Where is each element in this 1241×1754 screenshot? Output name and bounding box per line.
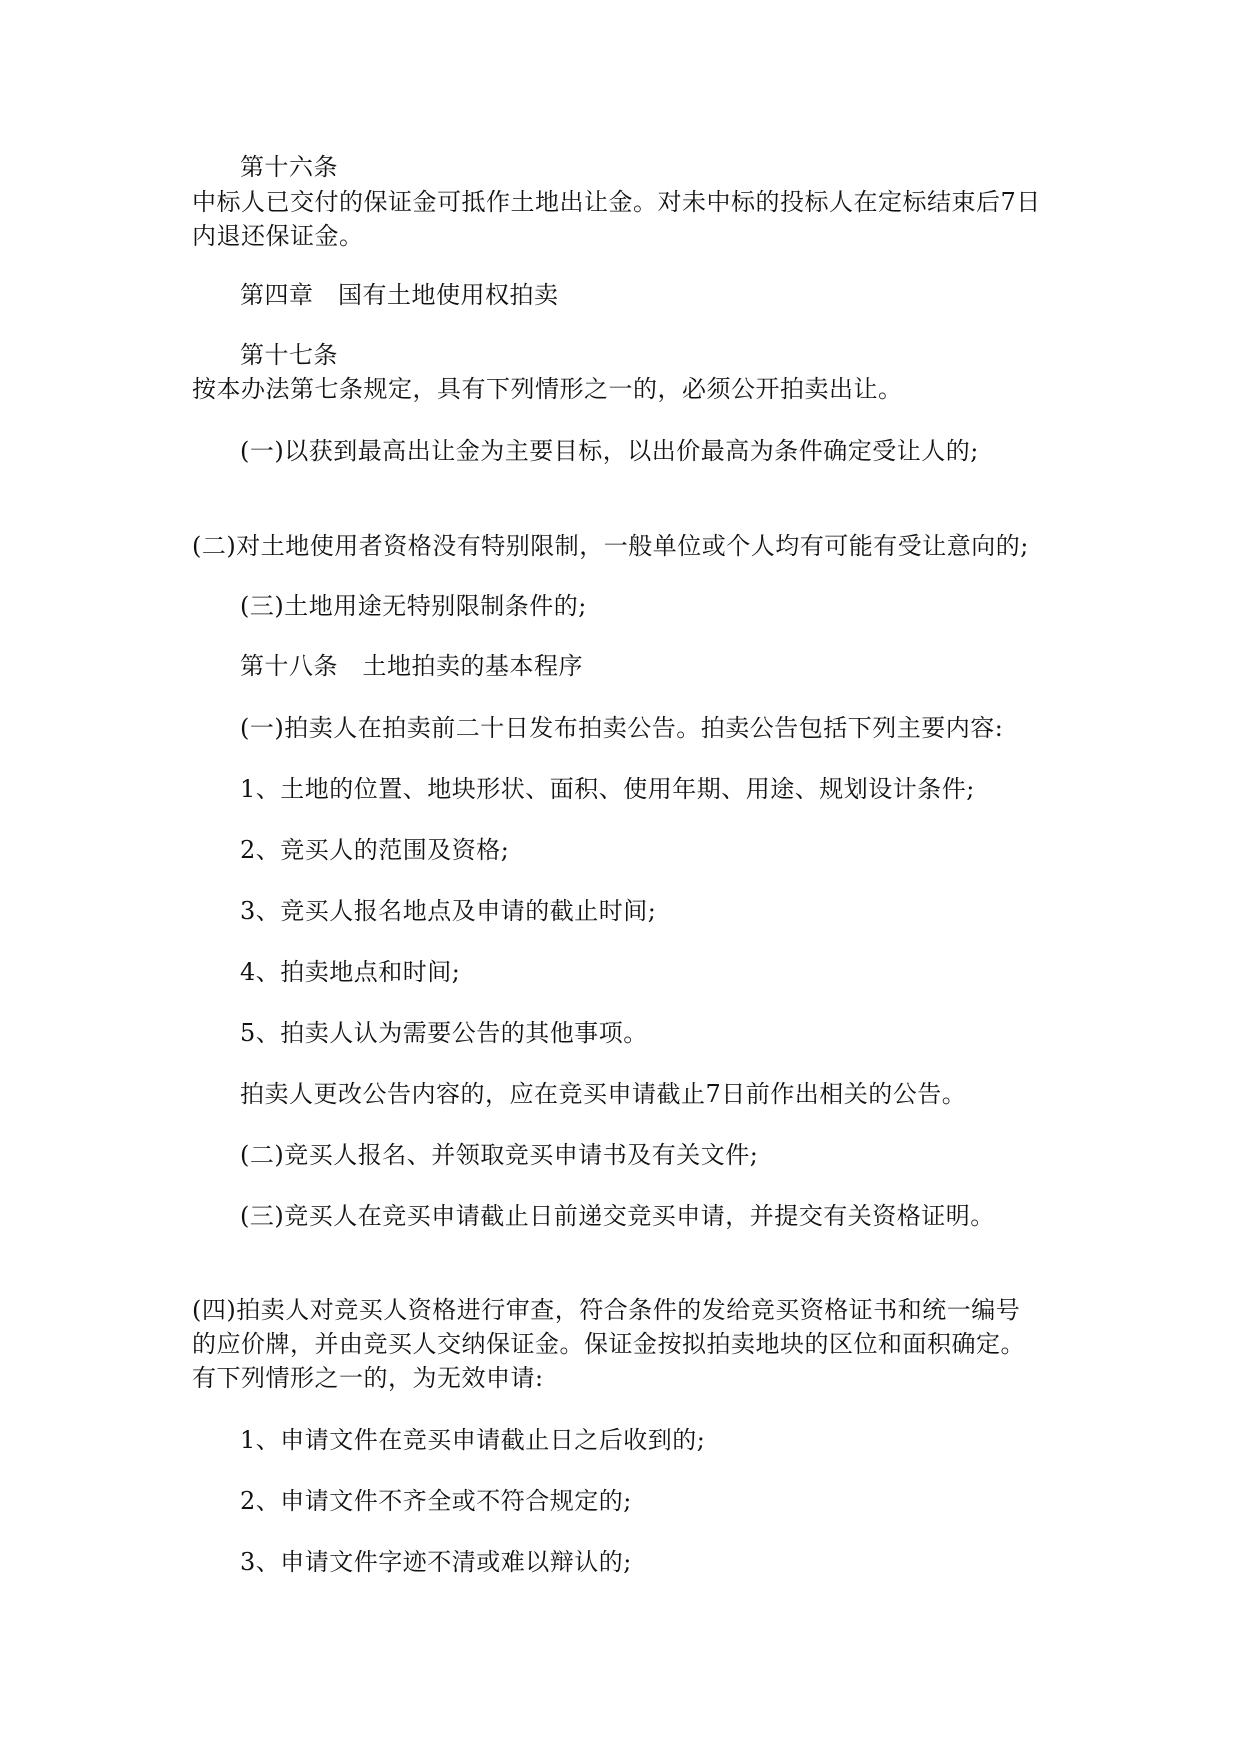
announcement-item-1: 1、土地的位置、地块形状、面积、使用年期、用途、规划设计条件; [240,775,975,803]
article-17-heading: 第十七条 [240,341,338,369]
chapter-4-heading: 第四章 国有土地使用权拍卖 [240,281,559,309]
article-18-step-4-line-2: 的应价牌，并由竞买人交纳保证金。保证金按拟拍卖地块的区位和面积确定。 [192,1330,1025,1358]
announcement-change-note: 拍卖人更改公告内容的，应在竞买申请截止7日前作出相关的公告。 [240,1080,967,1108]
invalid-application-item-3: 3、申请文件字迹不清或难以辩认的; [240,1548,632,1576]
article-18-heading: 第十八条 土地拍卖的基本程序 [240,652,583,680]
article-17-item-1: (一)以获到最高出让金为主要目标，以出价最高为条件确定受让人的; [240,437,979,465]
article-16-text-line-2: 内退还保证金。 [192,222,364,250]
invalid-application-item-2: 2、申请文件不齐全或不符合规定的; [240,1487,632,1515]
article-18-step-2: (二)竞买人报名、并领取竞买申请书及有关文件; [240,1141,759,1169]
announcement-item-3: 3、竞买人报名地点及申请的截止时间; [240,897,657,925]
article-17-item-2: (二)对土地使用者资格没有特别限制，一般单位或个人均有可能有受让意向的; [192,532,1029,560]
article-18-step-4-line-1: (四)拍卖人对竞买人资格进行审查，符合条件的发给竞买资格证书和统一编号 [192,1296,1021,1324]
article-18-step-4-line-3: 有下列情形之一的，为无效申请: [192,1364,544,1392]
article-18-step-1: (一)拍卖人在拍卖前二十日发布拍卖公告。拍卖公告包括下列主要内容: [240,714,1004,742]
announcement-item-4: 4、拍卖地点和时间; [240,958,461,986]
announcement-item-2: 2、竞买人的范围及资格; [240,836,510,864]
article-18-step-3: (三)竞买人在竞买申请截止日前递交竞买申请，并提交有关资格证明。 [240,1202,995,1230]
article-17-item-3: (三)土地用途无特别限制条件的; [240,592,587,620]
announcement-item-5: 5、拍卖人认为需要公告的其他事项。 [240,1019,648,1047]
article-17-text: 按本办法第七条规定，具有下列情形之一的，必须公开拍卖出让。 [192,375,903,403]
article-16-heading: 第十六条 [240,153,338,181]
invalid-application-item-1: 1、申请文件在竞买申请截止日之后收到的; [240,1426,706,1454]
article-16-text-line-1: 中标人已交付的保证金可抵作土地出让金。对未中标的投标人在定标结束后7日 [192,188,1041,216]
